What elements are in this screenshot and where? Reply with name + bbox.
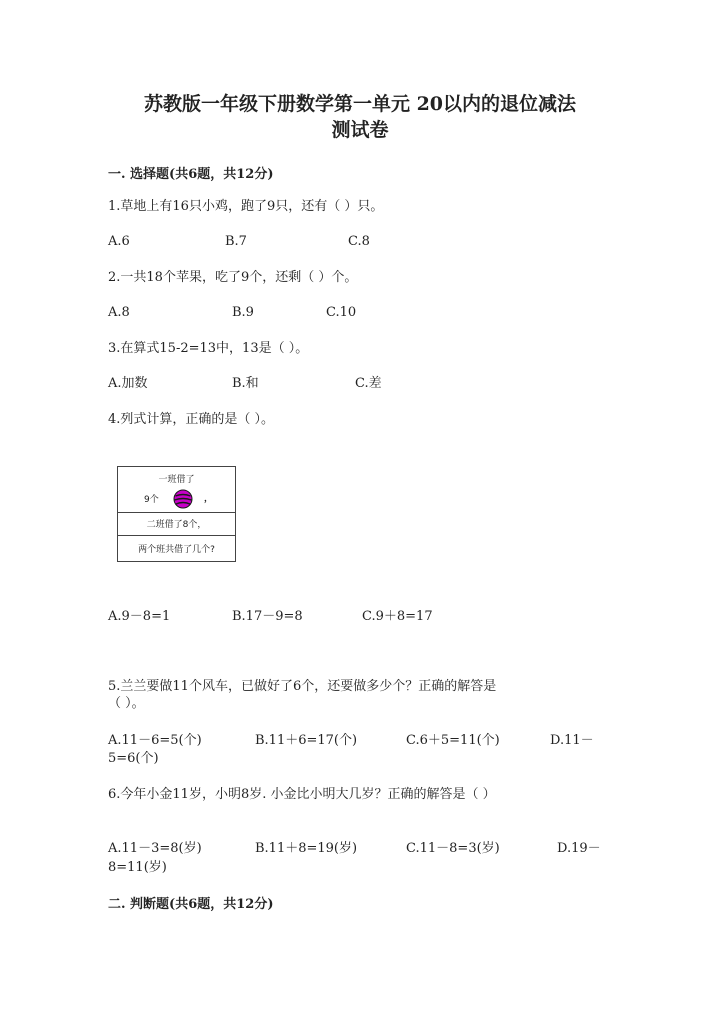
section-heading-choice: 一. 选择题(共6题，共12分) [108, 167, 274, 182]
figure-line-class1: 一班借了 [158, 475, 195, 485]
q3-option-c: C.差 [355, 376, 382, 391]
question-4-figure [117, 466, 236, 562]
q5-option-b: B.11＋6=17(个) [255, 733, 358, 748]
q6-option-c: C.11－8=3(岁) [406, 841, 500, 856]
q6-option-a: A.11－3=8(岁) [108, 841, 202, 856]
q4-option-b: B.17－9=8 [232, 609, 303, 624]
q3-option-a: A.加数 [108, 376, 148, 391]
figure-row-question [118, 535, 235, 562]
q5-option-d-wrap: 5=6(个) [108, 751, 159, 766]
q1-option-a: A.6 [108, 234, 130, 249]
page-title-line2: 测试卷 [331, 119, 389, 141]
q2-option-a: A.8 [108, 305, 130, 320]
q3-option-b: B.和 [232, 376, 259, 391]
figure-row-class1 [118, 467, 235, 513]
figure-row-class2 [118, 512, 235, 536]
q2-option-b: B.9 [232, 305, 254, 320]
figure-comma: ， [204, 494, 214, 504]
question-5-line2: （ ）。 [108, 696, 145, 711]
q5-option-d: D.11－ [550, 733, 594, 748]
q5-option-a: A.11－6=5(个) [108, 733, 202, 748]
q6-option-d-wrap: 8=11(岁) [108, 860, 167, 875]
q4-option-c: C.9＋8=17 [362, 609, 433, 624]
q1-option-b: B.7 [225, 234, 247, 249]
q6-option-d: D.19－ [557, 841, 601, 856]
question-5-line1: 5.兰兰要做11个风车，已做好了6个，还要做多少个？正确的解答是 [108, 679, 497, 694]
q4-option-a: A.9－8=1 [108, 609, 171, 624]
question-1: 1.草地上有16只小鸡，跑了9只，还有（ ）只。 [108, 199, 384, 214]
figure-count-label: 9个 [144, 495, 159, 505]
question-4: 4.列式计算，正确的是（ ）。 [108, 412, 275, 427]
section-heading-judgment: 二. 判断题(共6题，共12分) [108, 897, 274, 912]
ball-icon [173, 489, 193, 509]
q1-option-c: C.8 [348, 234, 370, 249]
question-6: 6.今年小金11岁，小明8岁. 小金比小明大几岁？正确的解答是（ ） [108, 787, 496, 802]
q6-option-b: B.11＋8=19(岁) [255, 841, 358, 856]
page-title-line1: 苏教版一年级下册数学第一单元 20以内的退位减法 [143, 93, 577, 115]
question-2: 2.一共18个苹果，吃了9个，还剩（ ）个。 [108, 270, 358, 285]
question-3: 3.在算式15-2=13中，13是（ ）。 [108, 341, 309, 356]
figure-line-class2: 二班借了8个， [146, 520, 207, 530]
figure-line-question: 两个班共借了几个? [138, 545, 215, 555]
q2-option-c: C.10 [326, 305, 357, 320]
q5-option-c: C.6＋5=11(个) [406, 733, 500, 748]
